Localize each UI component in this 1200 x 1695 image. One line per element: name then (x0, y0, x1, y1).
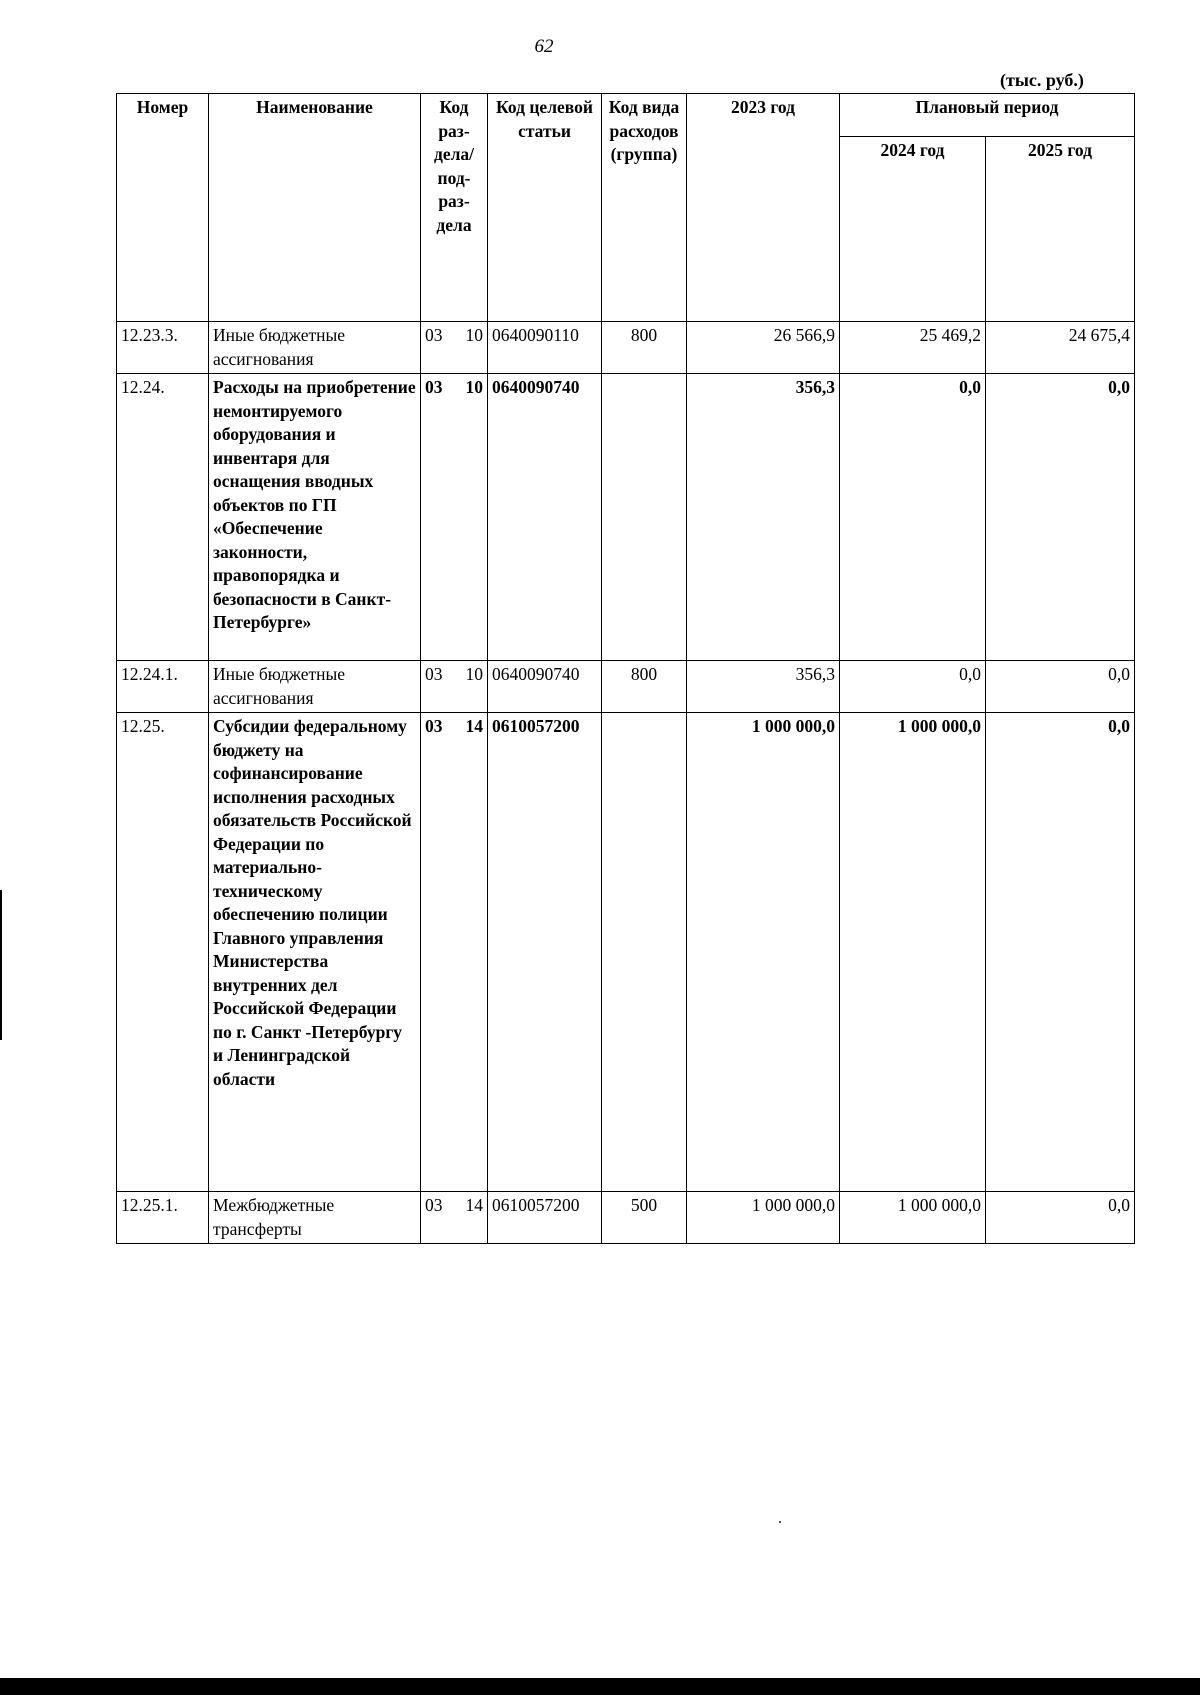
row-number: 12.24. (117, 374, 209, 661)
row-value-2024: 25 469,2 (840, 322, 986, 374)
row-name: Иные бюджетные ассигнования (209, 322, 421, 374)
row-section-code (421, 661, 488, 713)
header-number: Номер (117, 94, 209, 322)
subsection: 14 (465, 1195, 483, 1215)
row-number: 12.25. (117, 713, 209, 1192)
table-row (117, 1192, 1135, 1244)
header-planned-period: Плановый период (840, 94, 1135, 137)
section: 03 (425, 325, 443, 345)
section: 03 (425, 1195, 443, 1215)
section: 03 (425, 716, 443, 736)
row-value-2025: 0,0 (986, 661, 1135, 713)
header-year-2023: 2023 год (687, 94, 840, 322)
row-value-2024: 1 000 000,0 (840, 1192, 986, 1244)
table-row (117, 322, 1135, 374)
row-target-code: 0640090740 (488, 661, 602, 713)
row-section-code (421, 713, 488, 1192)
scan-bottom-border (0, 1678, 1200, 1695)
row-section-code (421, 1192, 488, 1244)
header-row (117, 94, 1135, 137)
scan-dot (779, 1521, 781, 1523)
row-expense-type: 800 (602, 661, 687, 713)
subsection: 10 (465, 325, 483, 345)
subsection: 10 (465, 377, 483, 397)
row-number: 12.25.1. (117, 1192, 209, 1244)
row-expense-type (602, 713, 687, 1192)
table-row (117, 713, 1135, 1192)
header-target-code: Код целевой статьи (488, 94, 602, 322)
section: 03 (425, 664, 443, 684)
row-value-2023: 356,3 (687, 661, 840, 713)
row-value-2023: 1 000 000,0 (687, 713, 840, 1192)
header-name: Наименование (209, 94, 421, 322)
row-section-code (421, 374, 488, 661)
units-label: (тыс. руб.) (1000, 70, 1084, 90)
table-row (117, 374, 1135, 661)
row-value-2023: 1 000 000,0 (687, 1192, 840, 1244)
row-expense-type: 500 (602, 1192, 687, 1244)
row-value-2024: 0,0 (840, 374, 986, 661)
header-section-code: Код раз-дела/ под-раз-дела (421, 94, 488, 322)
row-name: Иные бюджетные ассигнования (209, 661, 421, 713)
row-target-code: 0640090110 (488, 322, 602, 374)
subsection: 10 (465, 664, 483, 684)
row-value-2023: 26 566,9 (687, 322, 840, 374)
row-target-code: 0610057200 (488, 713, 602, 1192)
row-value-2025: 24 675,4 (986, 322, 1135, 374)
row-section-code (421, 322, 488, 374)
header-expense-type: Код вида расходов (группа) (602, 94, 687, 322)
row-name: Межбюджетные трансферты (209, 1192, 421, 1244)
row-expense-type: 800 (602, 322, 687, 374)
row-number: 12.23.3. (117, 322, 209, 374)
row-value-2024: 1 000 000,0 (840, 713, 986, 1192)
row-name: Субсидии федеральному бюджету на софинансирование исполнения расходных обязательств Российской Федерации по материально-техническому обеспечению полиции Главного управления Министерства внутренних дел Российской Федерации по г. Санкт -Петербургу и Ленинградской области (209, 713, 421, 1192)
table-row (117, 661, 1135, 713)
row-target-code: 0640090740 (488, 374, 602, 661)
row-value-2025: 0,0 (986, 1192, 1135, 1244)
row-value-2025: 0,0 (986, 374, 1135, 661)
scan-edge-mark (0, 890, 2, 1040)
header-year-2024: 2024 год (840, 137, 986, 322)
table-body (117, 322, 1135, 1244)
row-expense-type (602, 374, 687, 661)
row-number: 12.24.1. (117, 661, 209, 713)
row-value-2025: 0,0 (986, 713, 1135, 1192)
row-value-2024: 0,0 (840, 661, 986, 713)
section: 03 (425, 377, 443, 397)
row-name: Расходы на приобретение немонтируемого оборудования и инвентаря для оснащения вводных объектов по ГП «Обеспечение законности, правопорядка и безопасности в Санкт-Петербурге» (209, 374, 421, 661)
row-value-2023: 356,3 (687, 374, 840, 661)
header-year-2025: 2025 год (986, 137, 1135, 322)
row-target-code: 0610057200 (488, 1192, 602, 1244)
subsection: 14 (465, 716, 483, 736)
budget-table (116, 93, 1135, 1244)
page-number: 62 (534, 36, 554, 57)
